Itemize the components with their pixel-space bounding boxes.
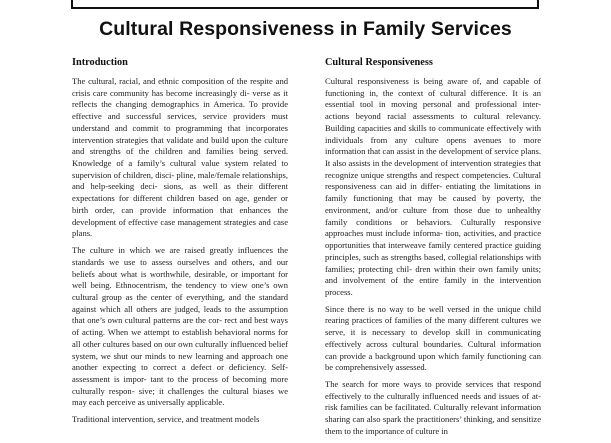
left-column <box>72 56 288 431</box>
section-heading-cultural-responsiveness: Cultural Responsiveness <box>325 57 433 68</box>
paragraph: Cultural responsiveness is being aware of, and capable of functioning in, the context of cultural difference. It is an essential tool in moving personal and professional inter- actions beyond racial assessments to cultural relevancy. Building capacities and skills to communicate effectively with individuals from any culture opens avenues to more information that can assist in the development of service plans. It also assists in the development of intervention strategies that recognize unique strengths and respect competencies. Cultural responsiveness can aid in differ- entiating the limitations in family functioning that may be caused by poverty, the environment, and/or culture from those due to unhealthy family conditions or behaviors. Culturally responsive approaches must include informa- tion, activities, and practice opportunities that interweave family centered practice guiding principles, such as strengths based, collegial relationships with families; protecting chil- dren within their own family units; and involvement of the entire family in the intervention process. <box>325 76 541 297</box>
paragraph: The search for more ways to provide services that respond effectively to the culturally influenced needs and issues of at-risk families can be facilitated. Culturally relevant information sharing can also spark the practitioners’ thinking, and sensitize them to the importance of culture in <box>325 378 541 436</box>
paragraph: Traditional intervention, service, and treatment models <box>72 414 260 425</box>
section-heading-introduction: Introduction <box>72 57 128 68</box>
right-column <box>325 56 541 443</box>
page-title: Cultural Responsiveness in Family Services <box>99 18 512 40</box>
paragraph: Since there is no way to be well versed in the unique child rearing practices of families of the many different cultures we serve, it is necessary to develop skill in communicating effectively across cultural boundaries. Cultural information can provide a background upon which family functioning can be comprehensively assessed. <box>325 303 541 373</box>
paragraph: The cultural, racial, and ethnic composition of the respite and crisis care community has become increasingly di- verse as it reflects the changing demographics in America. To provide effective and successful services, service providers must understand and commit to programming that incorporates intervention strategies that validate and build upon the culture and strengths of the children and families being served. Knowledge of a family’s cultural value system related to supervision of children, disci- pline, male/female relationships, and help-seeking deci- sions, as well as their different expectations for different children based on age, gender or birth order, can provide information that enhances the development of effective case management strategies and case plans. <box>72 76 288 239</box>
frame-border-bottom <box>71 7 539 9</box>
paragraph: The culture in which we are raised greatly influences the standards we use to assess ourselves and others, and our beliefs about what is worthwhile, desirable, or important for well being. Ethnocentrism, the tendency to view one’s own cultural group as the center of everything, and the standard against which all others are judged, leads to the assumption that one’s own cultural patterns are the cor- rect and best ways of acting. When we attempt to establish behavioral norms for all other cultures based on our own culturally influenced belief system, we shut our minds to new learning and approach one another expecting to correct a defect or deficiency. Self-assessment is impor- tant to the process of becoming more culturally respon- sive; it challenges the cultural biases we may each perceive as universally applicable. <box>72 245 288 408</box>
